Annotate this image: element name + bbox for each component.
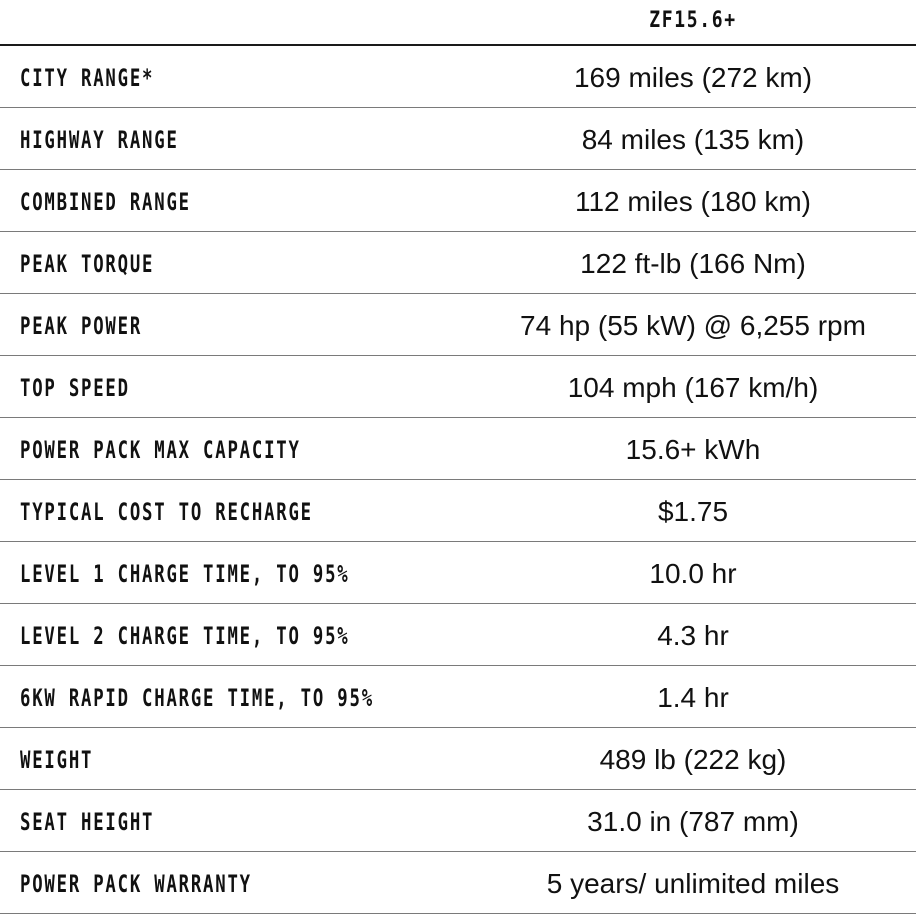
spec-row-level2-charge: [0, 604, 916, 666]
spec-row-combined-range: [0, 170, 916, 232]
spec-row-recharge-cost: [0, 480, 916, 542]
spec-label: COMBINED RANGE: [20, 188, 191, 216]
table-header: [0, 0, 916, 46]
spec-row-warranty: [0, 852, 916, 914]
spec-label: POWER PACK WARRANTY: [20, 870, 252, 898]
spec-row-power-pack-capacity: [0, 418, 916, 480]
spec-label: PEAK TORQUE: [20, 250, 155, 278]
spec-value: 31.0 in (787 mm): [587, 806, 799, 837]
spec-row-seat-height: [0, 790, 916, 852]
spec-value: 169 miles (272 km): [573, 62, 813, 93]
spec-row-level1-charge: [0, 542, 916, 604]
spec-label: POWER PACK MAX CAPACITY: [20, 436, 301, 464]
spec-label: PEAK POWER: [20, 312, 143, 340]
spec-row-top-speed: [0, 356, 916, 418]
spec-label: SEAT HEIGHT: [20, 808, 155, 836]
spec-value: 104 mph (167 km/h): [567, 372, 819, 403]
spec-value: 1.4 hr: [657, 682, 729, 713]
spec-label: 6KW RAPID CHARGE TIME, TO 95%: [20, 684, 374, 712]
spec-label: TOP SPEED: [20, 374, 130, 402]
spec-label: HIGHWAY RANGE: [20, 126, 179, 154]
spec-label: WEIGHT: [20, 746, 94, 774]
spec-row-city-range: [0, 46, 916, 108]
spec-value: 15.6+ kWh: [625, 434, 761, 465]
spec-rows: [0, 46, 916, 914]
spec-value: 10.0 hr: [649, 558, 737, 589]
spec-value: 122 ft-lb (166 Nm): [580, 248, 806, 279]
spec-value: 489 lb (222 kg): [599, 744, 787, 775]
spec-row-highway-range: [0, 108, 916, 170]
spec-label: LEVEL 2 CHARGE TIME, TO 95%: [20, 622, 350, 650]
spec-label: TYPICAL COST TO RECHARGE: [20, 498, 313, 526]
spec-label: CITY RANGE*: [20, 64, 155, 92]
spec-value: 112 miles (180 km): [574, 186, 811, 217]
spec-value: 5 years/ unlimited miles: [546, 868, 840, 899]
spec-value: 74 hp (55 kW) @ 6,255 rpm: [520, 310, 866, 341]
spec-row-rapid-charge: [0, 666, 916, 728]
spec-value: 4.3 hr: [657, 620, 729, 651]
spec-row-peak-torque: [0, 232, 916, 294]
spec-value: $1.75: [657, 496, 729, 527]
spec-value: 84 miles (135 km): [581, 124, 805, 155]
model-column-header: ZF15.6+: [649, 8, 737, 33]
spec-label: LEVEL 1 CHARGE TIME, TO 95%: [20, 560, 350, 588]
spec-row-peak-power: [0, 294, 916, 356]
spec-row-weight: [0, 728, 916, 790]
